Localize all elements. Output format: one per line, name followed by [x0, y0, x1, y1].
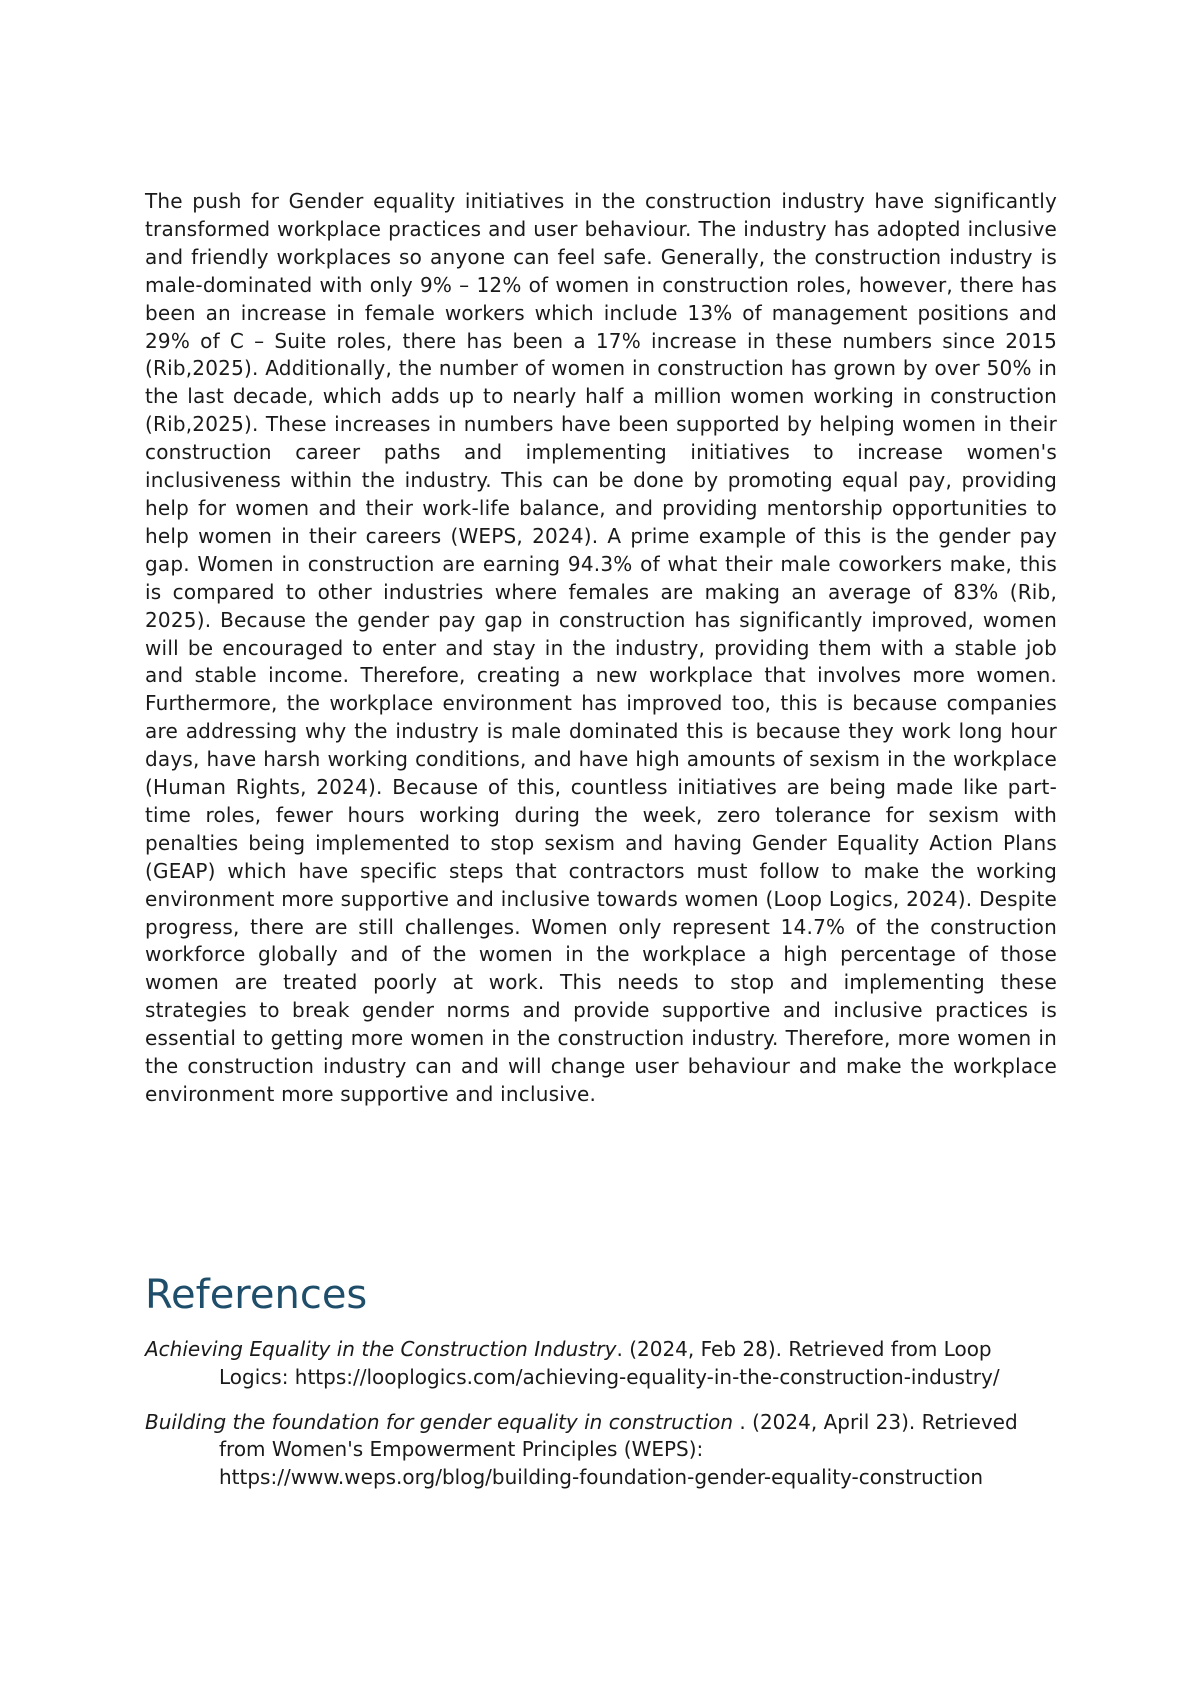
- reference-details: . (2024, Feb 28). Retrieved from Loop Logics: https://looplogics.com/achieving-equality-in-the-construction-industry/: [219, 1337, 1000, 1389]
- reference-title: Achieving Equality in the Construction Industry: [145, 1337, 617, 1361]
- body-paragraph: The push for Gender equality initiatives in the construction industry have significantly transformed workplace practices and user behaviour. The industry has adopted inclusive and friendly workplaces so anyone can feel safe. Generally, the construction industry is male-dominated with only 9% – 12% of women in construction roles, however, there has been an increase in female workers which include 13% of management positions and 29% of C – Suite roles, there has been a 17% increase in these numbers since 2015 (Rib,2025). Additionally, the number of women in construction has grown by over 50% in the last decade, which adds up to nearly half a million women working in construction (Rib,2025). These increases in numbers have been supported by helping women in their construction career paths and implementing initiatives to increase women's inclusiveness within the industry. This can be done by promoting equal pay, providing help for women and their work-life balance, and providing mentorship opportunities to help women in their careers (WEPS, 2024). A prime example of this is the gender pay gap. Women in construction are earning 94.3% of what their male coworkers make, this is compared to other industries where females are making an average of 83% (Rib, 2025). Because the gender pay gap in construction has significantly improved, women will be encouraged to enter and stay in the industry, providing them with a stable job and stable income. Therefore, creating a new workplace that involves more women. Furthermore, the workplace environment has improved too, this is because companies are addressing why the industry is male dominated this is because they work long hour days, have harsh working conditions, and have high amounts of sexism in the workplace (Human Rights, 2024). Because of this, countless initiatives are being made like part-time roles, fewer hours working during the week, zero tolerance for sexism with penalties being implemented to stop sexism and having Gender Equality Action Plans (GEAP) which have specific steps that contractors must follow to make the working environment more supportive and inclusive towards women (Loop Logics, 2024). Despite progress, there are still challenges. Women only represent 14.7% of the construction workforce globally and of the women in the workplace a high percentage of those women are treated poorly at work. This needs to stop and implementing these strategies to break gender norms and provide supportive and inclusive practices is essential to getting more women in the construction industry. Therefore, more women in the construction industry can and will change user behaviour and make the workplace environment more supportive and inclusive.: [145, 189, 1057, 1106]
- reference-item: [145, 1336, 1057, 1392]
- references-heading: References: [145, 1272, 368, 1318]
- reference-details: . (2024, April 23). Retrieved from Women's Empowerment Principles (WEPS): https://www.weps.org/blog/building-foundation-gender-equality-construction: [219, 1409, 1018, 1490]
- reference-item: [145, 1409, 1057, 1492]
- reference-title: Building the foundation for gender equality in construction: [145, 1409, 734, 1434]
- reference-list: [145, 1336, 1057, 1509]
